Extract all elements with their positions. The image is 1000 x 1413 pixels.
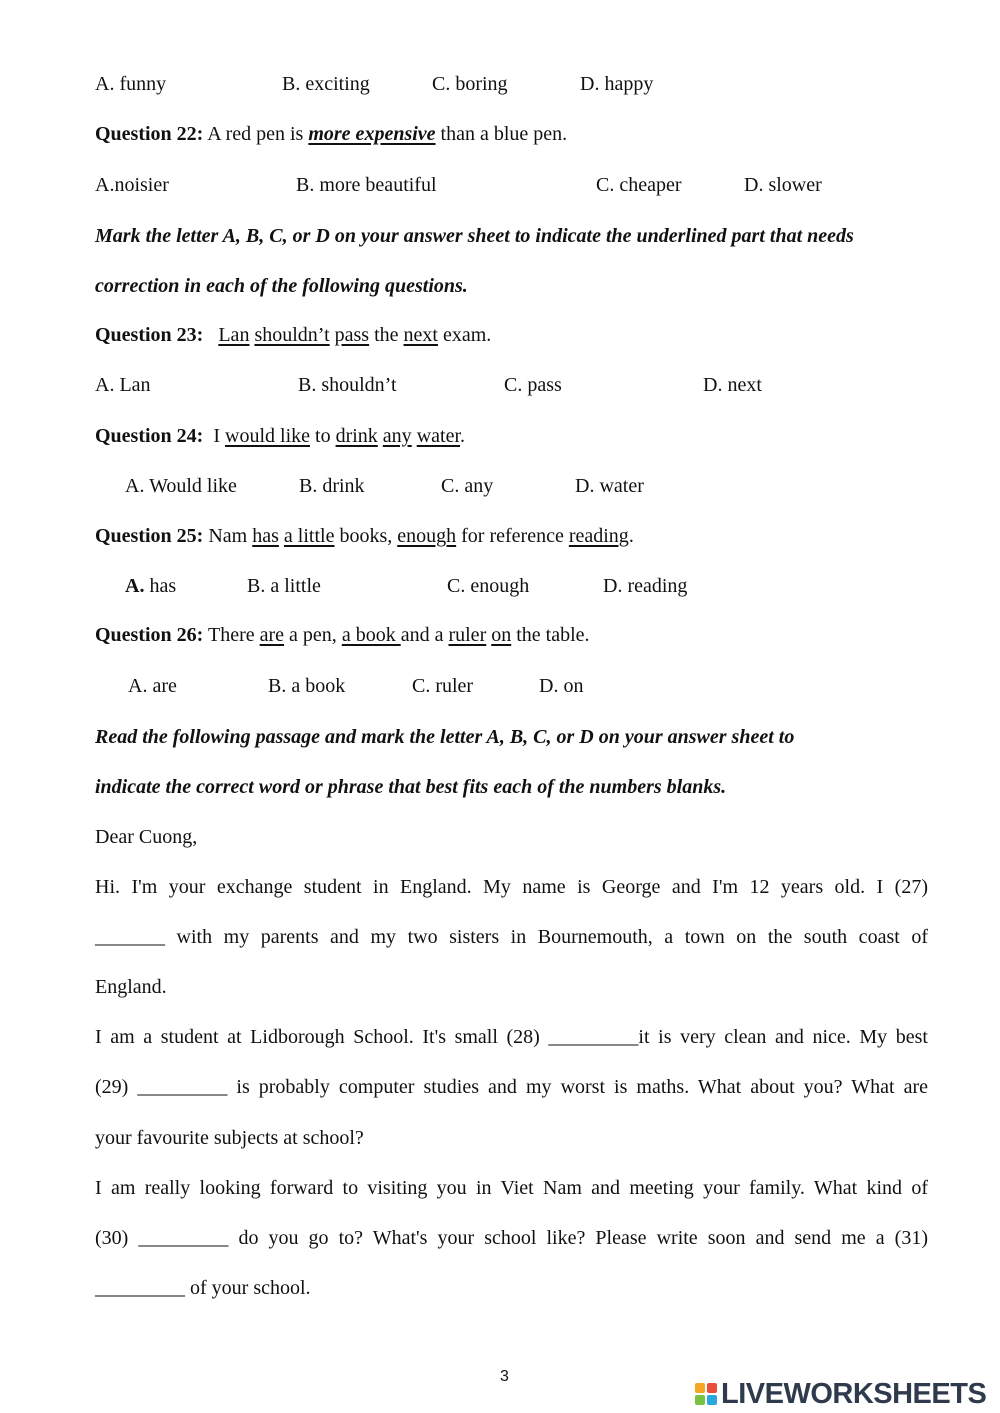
- question-label: Question 24:: [95, 425, 204, 447]
- question-25: Question 25: Nam has a little books, enough for reference reading.: [95, 525, 634, 547]
- q26-option-a: A. are: [128, 675, 177, 697]
- target-phrase: more expensive: [308, 123, 436, 145]
- q22-option-a: A.noisier: [95, 174, 169, 196]
- q25-option-c: C. enough: [447, 575, 530, 597]
- letter-greeting: Dear Cuong,: [95, 826, 198, 848]
- q26-option-d: D. on: [539, 675, 584, 697]
- q26-option-b: B. a book: [268, 675, 346, 697]
- passage-line: I am really looking forward to visiting you in Viet Nam and meeting your family. What kind of: [95, 1177, 928, 1199]
- question-22: Question 22: A red pen is more expensive than a blue pen.: [95, 123, 568, 145]
- passage-line: _________ of your school.: [95, 1277, 311, 1299]
- question-label: Question 26:: [95, 624, 204, 646]
- instruction-line: correction in each of the following questions.: [95, 275, 468, 297]
- question-26: Question 26: There are a pen, a book and a ruler on the table.: [95, 624, 590, 646]
- question-label: Question 23:: [95, 324, 204, 346]
- question-23: Question 23: Lan shouldn’t pass the next exam.: [95, 324, 492, 346]
- instruction-line: Mark the letter A, B, C, or D on your answer sheet to indicate the underlined part that needs: [95, 225, 854, 247]
- logo-text: LIVEWORKSHEETS: [721, 1377, 987, 1410]
- q21-option-c: C. boring: [432, 73, 508, 95]
- question-label: Question 25:: [95, 525, 204, 547]
- passage-line: I am a student at Lidborough School. It's small (28) _________it is very clean and nice. My best: [95, 1026, 928, 1048]
- q21-option-d: D. happy: [580, 73, 654, 95]
- page-number: 3: [500, 1368, 509, 1385]
- q23-option-a: A. Lan: [95, 374, 151, 396]
- q22-option-b: B. more beautiful: [296, 174, 437, 196]
- q22-option-d: D. slower: [744, 174, 822, 196]
- q23-option-c: C. pass: [504, 374, 562, 396]
- passage-line: your favourite subjects at school?: [95, 1127, 364, 1149]
- passage-line: _______ with my parents and my two sisters in Bournemouth, a town on the south coast of: [95, 926, 928, 948]
- q24-option-d: D. water: [575, 475, 644, 497]
- instruction-line: Read the following passage and mark the letter A, B, C, or D on your answer sheet to: [95, 726, 795, 748]
- q26-option-c: C. ruler: [412, 675, 474, 697]
- passage-line: England.: [95, 976, 167, 998]
- q24-option-a: A. Would like: [125, 475, 237, 497]
- passage-line: (29) _________ is probably computer studies and my worst is maths. What about you? What are: [95, 1076, 928, 1098]
- logo-icon: [695, 1383, 717, 1405]
- q24-option-b: B. drink: [299, 475, 365, 497]
- q24-option-c: C. any: [441, 475, 494, 497]
- q21-option-b: B. exciting: [282, 73, 370, 95]
- liveworksheets-logo[interactable]: [695, 1377, 986, 1411]
- q22-option-c: C. cheaper: [596, 174, 682, 196]
- instruction-line: indicate the correct word or phrase that best fits each of the numbers blanks.: [95, 776, 727, 798]
- q25-option-d: D. reading: [603, 575, 688, 597]
- q25-option-a: A. has: [125, 575, 177, 597]
- q23-option-b: B. shouldn’t: [298, 374, 397, 396]
- question-label: Question 22:: [95, 123, 204, 145]
- q21-option-a: A. funny: [95, 73, 167, 95]
- passage-line: (30) _________ do you go to? What's your school like? Please write soon and send me a (31): [95, 1227, 928, 1249]
- passage-line: Hi. I'm your exchange student in England. My name is George and I'm 12 years old. I (27): [95, 876, 928, 898]
- q23-option-d: D. next: [703, 374, 762, 396]
- question-24: Question 24: I would like to drink any water.: [95, 425, 465, 447]
- q25-option-b: B. a little: [247, 575, 321, 597]
